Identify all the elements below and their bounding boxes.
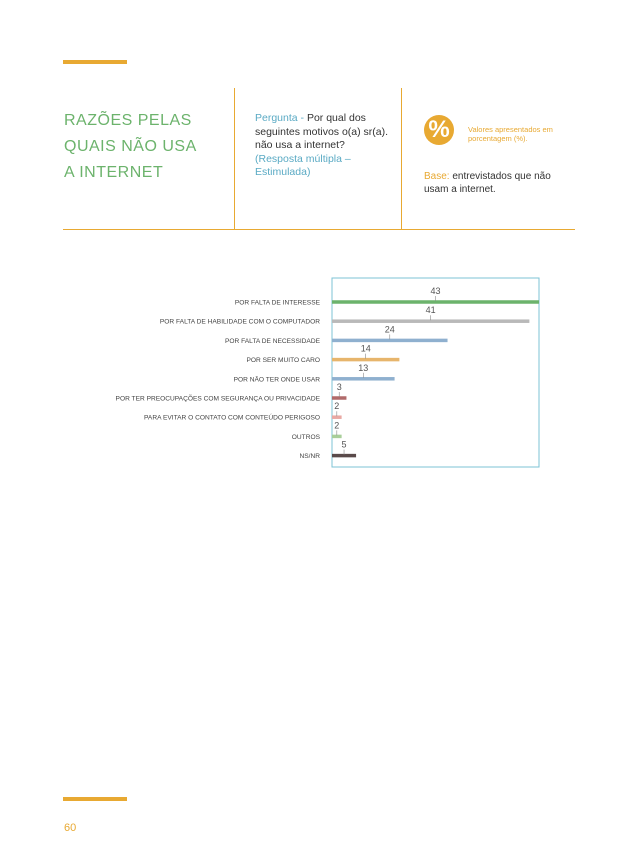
base-label: Base: [424,171,453,182]
category-label: POR SER MUITO CARO [246,357,320,365]
value-label: 14 [360,343,371,354]
category-label: OUTROS [291,433,320,441]
category-label: POR NÃO TER ONDE USAR [233,376,320,384]
percent-icon: % [424,115,454,145]
value-label: 2 [334,401,340,412]
category-label: POR FALTA DE HABILIDADE COM O COMPUTADOR [159,318,320,326]
question-note: (Resposta múltipla – Estimulada) [255,152,351,178]
value-label: 3 [336,382,342,392]
value-label: 43 [430,286,441,296]
category-label: POR TER PREOCUPAÇÕES COM SEGURANÇA OU PRIVACIDADE [115,395,320,403]
value-label: 5 [341,439,347,450]
page-number: 60 [64,822,77,834]
category-label: POR FALTA DE INTERESSE [234,299,320,307]
category-label: PARA EVITAR O CONTATO COM CONTEÚDO PERIGOSO [144,414,320,422]
value-label: 41 [425,305,436,316]
question-label: Pergunta - [255,112,307,124]
base-text: entrevistados que não usam a internet. [424,171,551,195]
bottom-accent-bar [63,797,127,801]
value-label: 2 [334,420,340,431]
category-label: NS/NR [299,453,320,461]
category-label: POR FALTA DE NECESSIDADE [224,337,320,345]
section-title: RAZÕES PELAS QUAIS NÃO USA A INTERNET [64,112,197,181]
question-text: Por qual dos seguintes motivos o(a) sr(a). não usa a internet? [255,112,389,151]
value-label: 13 [358,362,369,373]
percent-note: Valores apresentados em porcentagem (%). [468,125,553,143]
value-label: 24 [384,324,395,335]
